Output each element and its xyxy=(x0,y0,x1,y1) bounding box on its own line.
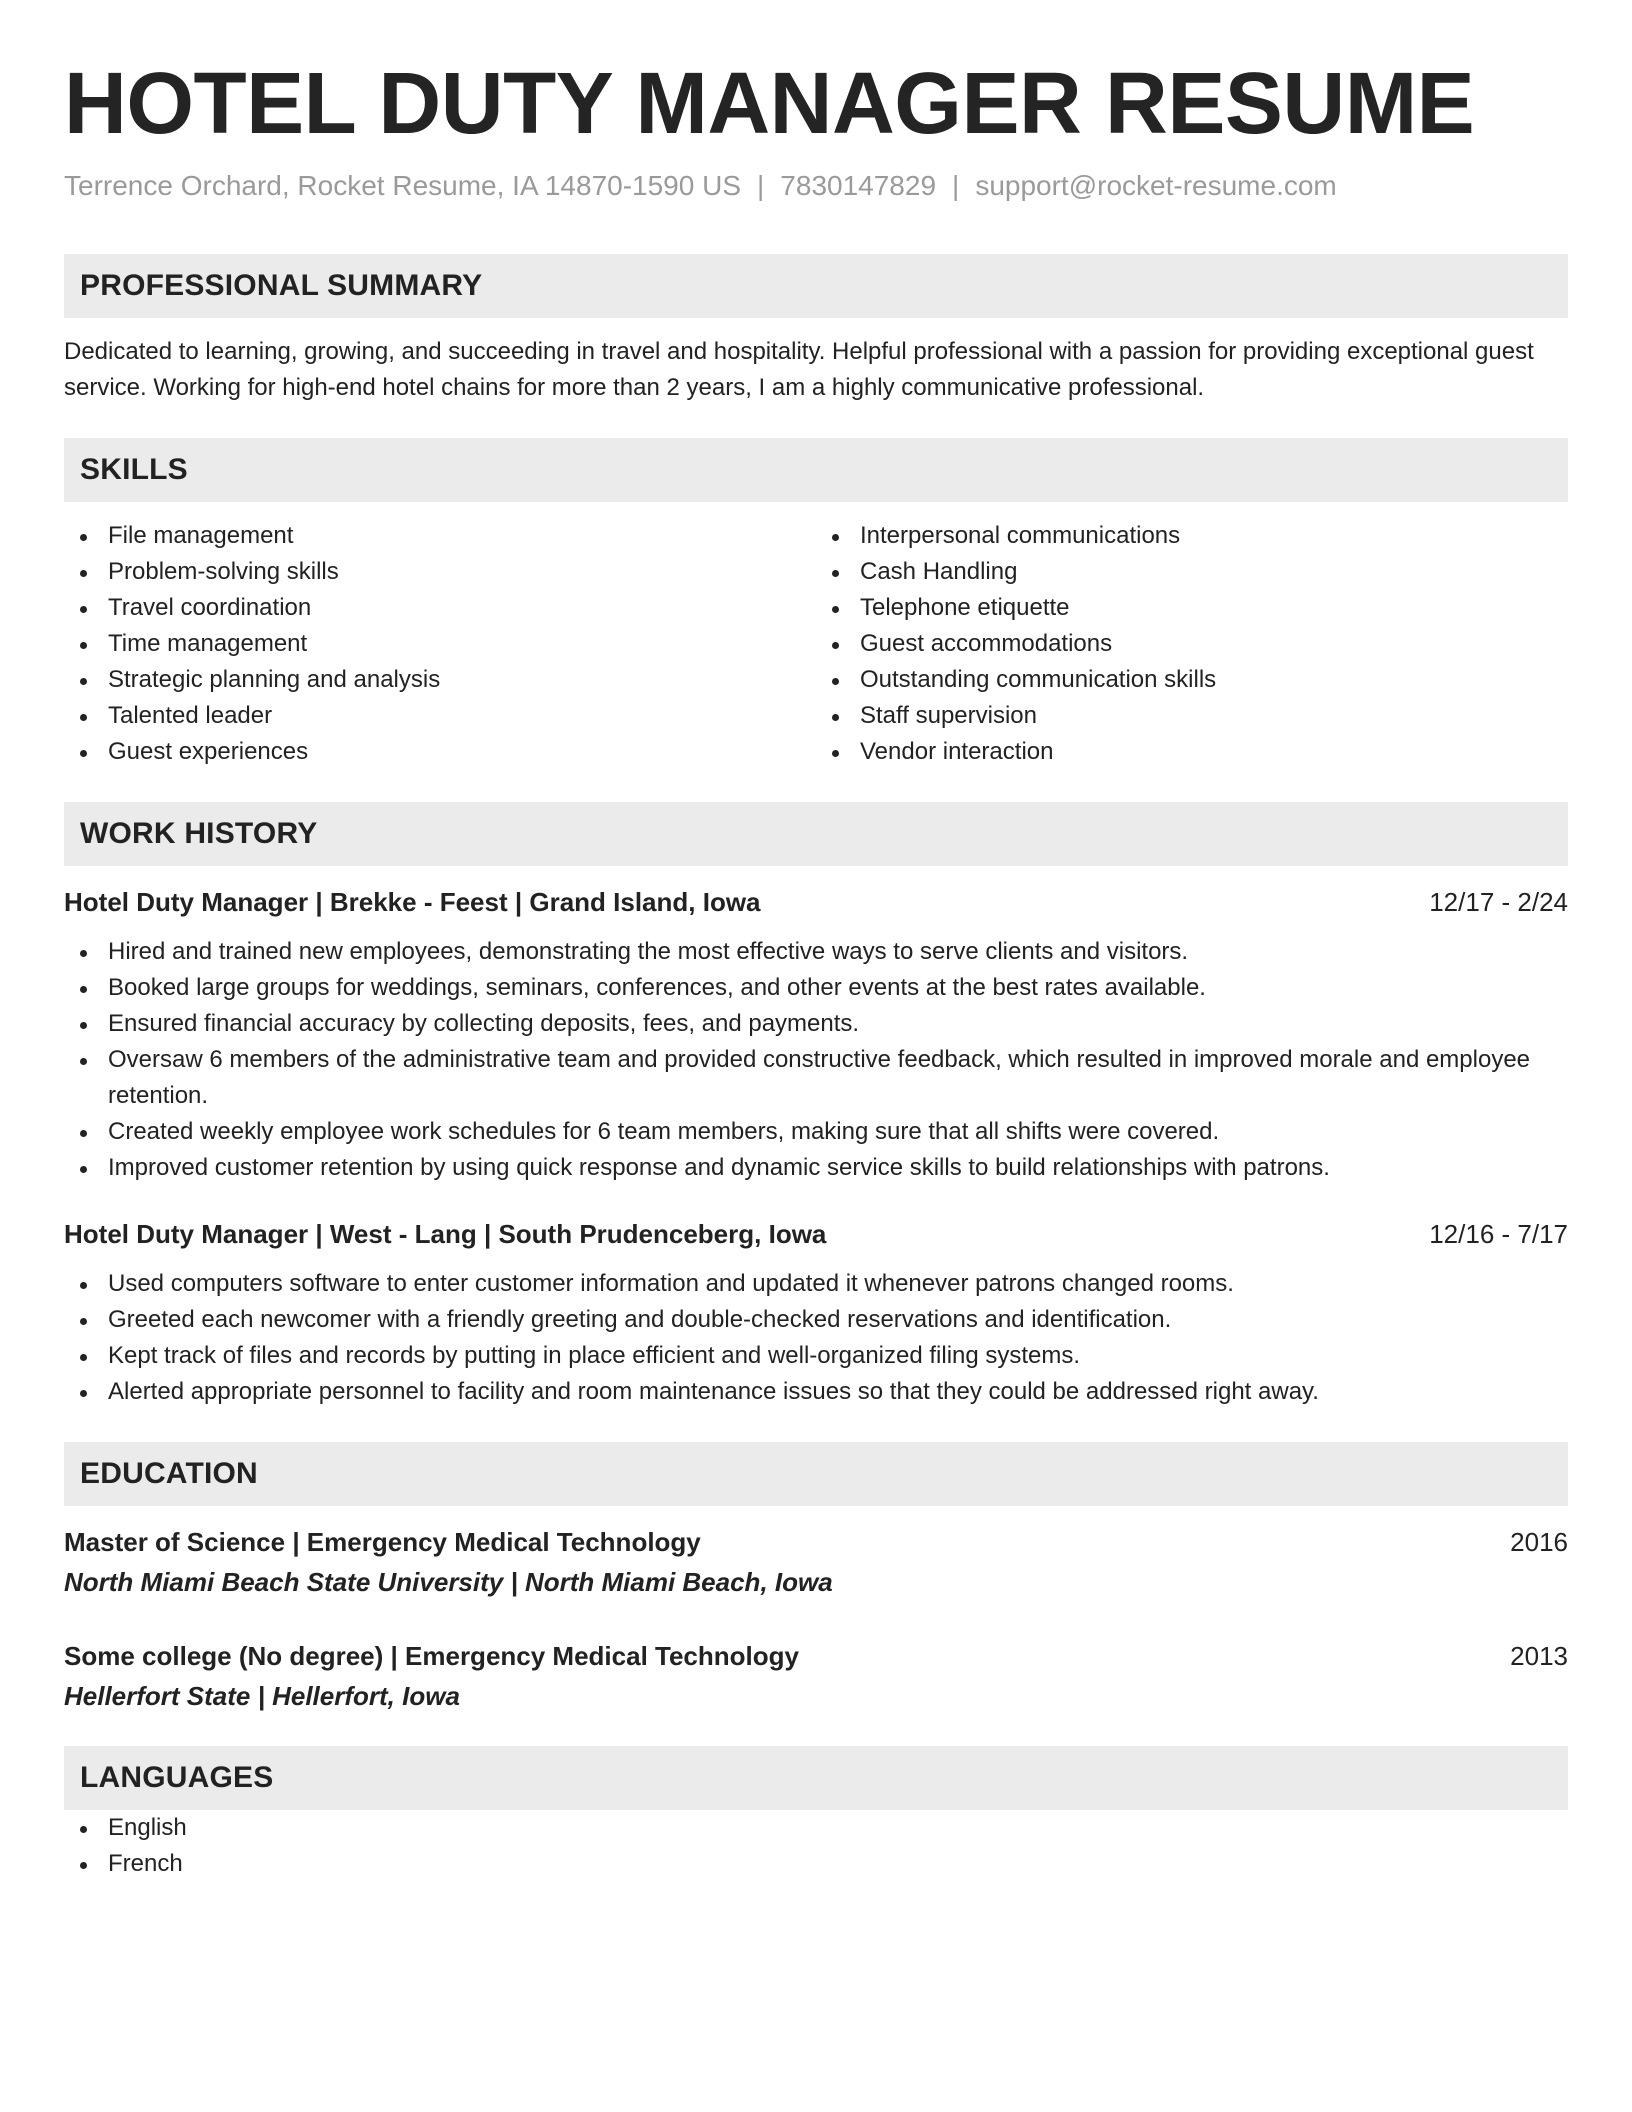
skills-list xyxy=(64,518,1568,770)
job-dates: 12/17 - 2/24 xyxy=(1429,887,1568,917)
language-item: English xyxy=(64,1810,1568,1846)
education-degree: Master of Science | Emergency Medical Technology xyxy=(64,1527,701,1557)
job-duties xyxy=(64,934,1568,1186)
job-header xyxy=(64,884,1568,920)
job-duty-item: Used computers software to enter customer information and updated it whenever patrons changed rooms. xyxy=(64,1266,1568,1302)
contact-address: Terrence Orchard, Rocket Resume, IA 14870-1590 US xyxy=(64,170,742,201)
contact-line xyxy=(64,168,1568,204)
job-dates: 12/16 - 7/17 xyxy=(1429,1219,1568,1249)
work-history-heading: WORK HISTORY xyxy=(64,802,1568,866)
skills-column-left xyxy=(64,518,816,770)
education-year: 2013 xyxy=(1510,1641,1568,1671)
education-header xyxy=(64,1638,1568,1674)
skill-item: Time management xyxy=(64,626,816,662)
job-entry xyxy=(64,884,1568,1186)
skill-item: Guest accommodations xyxy=(816,626,1568,662)
job-duty-item: Booked large groups for weddings, seminars, conferences, and other events at the best rates available. xyxy=(64,970,1568,1006)
education-header xyxy=(64,1524,1568,1560)
skill-item: Telephone etiquette xyxy=(816,590,1568,626)
skill-item: Guest experiences xyxy=(64,734,816,770)
contact-separator: | xyxy=(952,170,960,201)
skill-item: Strategic planning and analysis xyxy=(64,662,816,698)
education-school: Hellerfort State | Hellerfort, Iowa xyxy=(64,1681,460,1711)
job-entry xyxy=(64,1216,1568,1410)
job-title: Hotel Duty Manager | Brekke - Feest | Grand Island, Iowa xyxy=(64,887,761,917)
education-degree: Some college (No degree) | Emergency Medical Technology xyxy=(64,1641,799,1671)
education-heading: EDUCATION xyxy=(64,1442,1568,1506)
skills-column-right xyxy=(816,518,1568,770)
skills-heading: SKILLS xyxy=(64,438,1568,502)
job-duties xyxy=(64,1266,1568,1410)
job-duty-item: Improved customer retention by using quick response and dynamic service skills to build relationships with patrons. xyxy=(64,1150,1568,1186)
job-duty-item: Kept track of files and records by putting in place efficient and well-organized filing systems. xyxy=(64,1338,1568,1374)
skill-item: Interpersonal communications xyxy=(816,518,1568,554)
resume-title: HOTEL DUTY MANAGER RESUME xyxy=(64,55,1475,152)
summary-heading: PROFESSIONAL SUMMARY xyxy=(64,254,1568,318)
job-duty-item: Oversaw 6 members of the administrative team and provided constructive feedback, which resulted in improved morale and employee retention. xyxy=(64,1042,1568,1114)
education-entry xyxy=(64,1524,1568,1600)
contact-separator: | xyxy=(757,170,765,201)
job-duty-item: Created weekly employee work schedules for 6 team members, making sure that all shifts were covered. xyxy=(64,1114,1568,1150)
skill-item: Travel coordination xyxy=(64,590,816,626)
skill-item: Problem-solving skills xyxy=(64,554,816,590)
skill-item: Staff supervision xyxy=(816,698,1568,734)
languages-list xyxy=(64,1810,1568,1882)
job-header xyxy=(64,1216,1568,1252)
languages-heading: LANGUAGES xyxy=(64,1746,1568,1810)
education-year: 2016 xyxy=(1510,1527,1568,1557)
skill-item: Outstanding communication skills xyxy=(816,662,1568,698)
job-duty-item: Ensured financial accuracy by collecting deposits, fees, and payments. xyxy=(64,1006,1568,1042)
job-title: Hotel Duty Manager | West - Lang | South Prudenceberg, Iowa xyxy=(64,1219,827,1249)
language-item: French xyxy=(64,1846,1568,1882)
job-duty-item: Alerted appropriate personnel to facility and room maintenance issues so that they could be addressed right away. xyxy=(64,1374,1568,1410)
skill-item: Vendor interaction xyxy=(816,734,1568,770)
job-duty-item: Greeted each newcomer with a friendly greeting and double-checked reservations and identification. xyxy=(64,1302,1568,1338)
skill-item: Cash Handling xyxy=(816,554,1568,590)
summary-text: Dedicated to learning, growing, and succeeding in travel and hospitality. Helpful professional with a passion for providing exceptional guest service. Working for high-end hotel chains for more than 2 years, I am a highly communicative professional. xyxy=(64,338,1534,401)
education-entry xyxy=(64,1638,1568,1714)
skill-item: Talented leader xyxy=(64,698,816,734)
job-duty-item: Hired and trained new employees, demonstrating the most effective ways to serve clients and visitors. xyxy=(64,934,1568,970)
contact-phone: 7830147829 xyxy=(780,170,937,201)
education-school: North Miami Beach State University | North Miami Beach, Iowa xyxy=(64,1567,833,1597)
contact-email: support@rocket-resume.com xyxy=(975,170,1337,201)
skill-item: File management xyxy=(64,518,816,554)
